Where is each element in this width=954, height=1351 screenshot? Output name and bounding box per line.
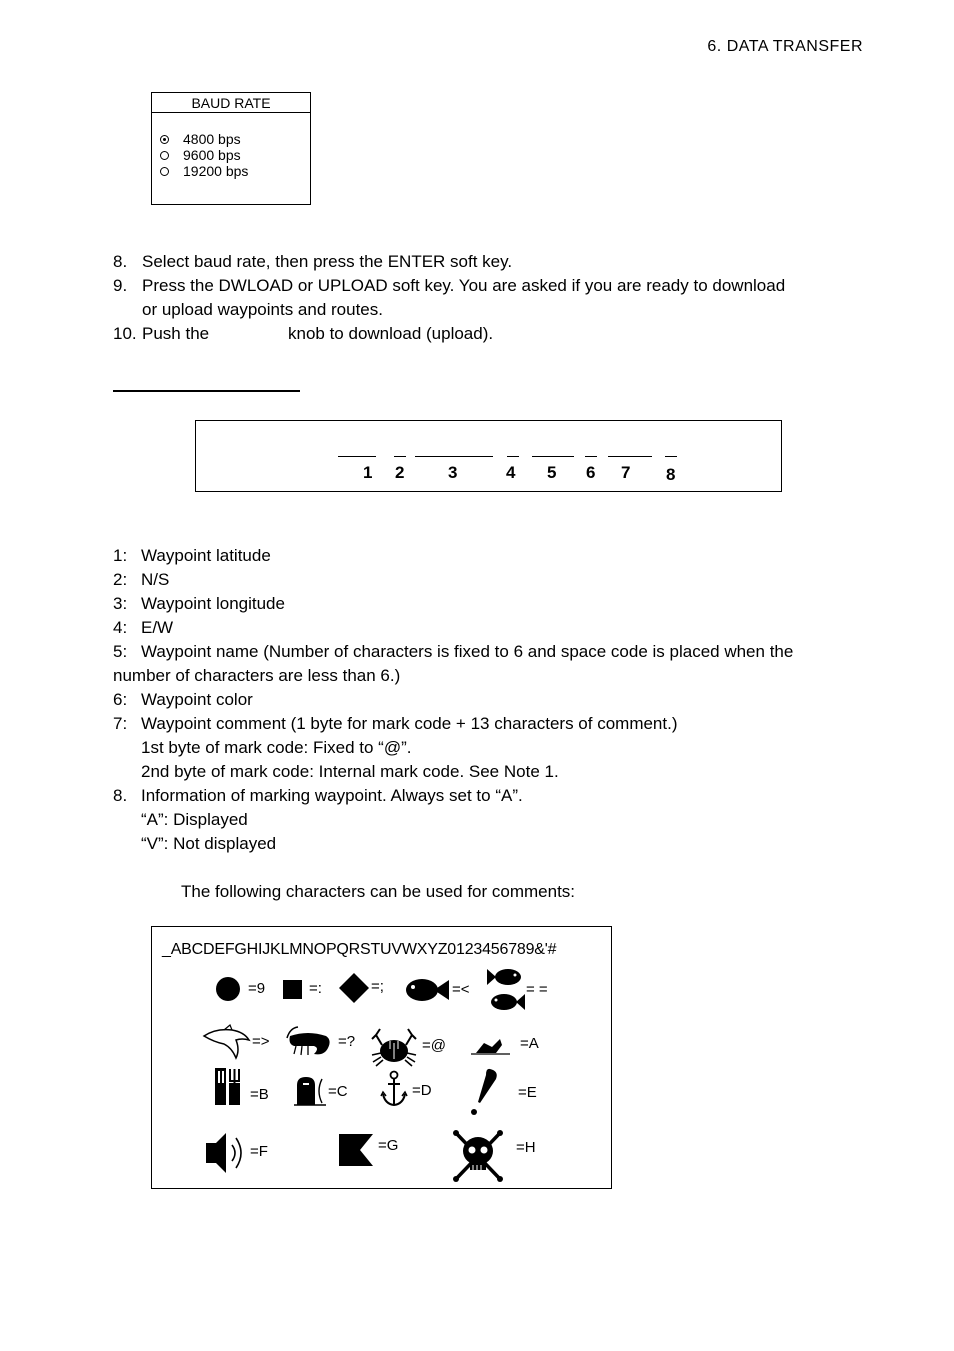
field-line-8 <box>665 456 677 457</box>
field-desc-6 <box>113 688 253 712</box>
circle-mark-icon <box>214 975 242 1003</box>
step-10-tail: knob to download (upload). <box>288 324 494 343</box>
comment-note: The following characters can be used for comments: <box>181 882 576 901</box>
step-text: Push the <box>142 324 210 343</box>
step-text-continued: or upload waypoints and routes. <box>142 300 383 319</box>
anchor-mark-icon <box>380 1070 408 1108</box>
field-desc-number: 1: <box>113 546 128 565</box>
crab-mark-icon <box>370 1025 418 1067</box>
mark-code: => <box>252 1033 270 1050</box>
field-number: 7 <box>621 463 631 482</box>
tombstone-mark-icon <box>294 1075 328 1107</box>
comment-characters-box <box>151 926 612 1189</box>
wreck-mark-icon <box>470 1035 512 1057</box>
field-desc-7-sub-1 <box>113 736 411 760</box>
mark-code: =B <box>250 1086 269 1103</box>
field-line-5 <box>532 456 574 457</box>
field-number: 6 <box>586 463 596 482</box>
field-desc-text: Waypoint comment (1 byte for mark code + 13 characters of comment.) <box>141 714 678 733</box>
field-desc-1 <box>113 544 271 568</box>
mark-code: =; <box>371 978 384 995</box>
dolphin-mark-icon <box>202 1024 252 1062</box>
mark-code: =@ <box>422 1037 446 1054</box>
speaker-mark-icon <box>204 1131 246 1175</box>
field-line-6 <box>585 456 597 457</box>
skull-mark-icon <box>452 1129 504 1183</box>
field-number: 2 <box>395 463 405 482</box>
mark-code: =? <box>338 1033 356 1050</box>
field-desc-8 <box>113 784 523 808</box>
field-desc-text: N/S <box>141 570 170 589</box>
mark-code: =A <box>520 1035 539 1052</box>
baud-option-9600[interactable] <box>152 147 310 163</box>
mark-code: =: <box>309 980 322 997</box>
step-9 <box>113 274 785 298</box>
square-mark-icon <box>282 979 304 1001</box>
diamond-mark-icon <box>338 972 370 1004</box>
baud-option-label: 19200 bps <box>183 163 249 179</box>
baud-option-label: 4800 bps <box>183 131 241 147</box>
field-desc-8-sub-2 <box>113 832 276 856</box>
field-desc-3 <box>113 592 285 616</box>
field-desc-subtext: “V”: Not displayed <box>141 834 277 853</box>
field-desc-number: 3: <box>113 594 128 613</box>
field-number: 1 <box>363 463 373 482</box>
field-desc-number: 4: <box>113 618 128 637</box>
field-line-2 <box>394 456 406 457</box>
baud-rate-dialog <box>151 92 311 205</box>
field-desc-number: 7: <box>113 714 128 733</box>
mark-code: =G <box>378 1137 399 1154</box>
mark-code: =< <box>452 981 470 998</box>
field-desc-text: Waypoint longitude <box>141 594 285 613</box>
allowed-characters: _ABCDEFGHIJKLMNOPQRSTUVWXYZ0123456789&'# <box>162 941 557 958</box>
shrimp-mark-icon <box>284 1024 334 1060</box>
section-header: 6. DATA TRANSFER <box>707 38 863 55</box>
baud-option-19200[interactable] <box>152 163 310 179</box>
mark-code: =H <box>516 1139 536 1156</box>
field-line-4 <box>507 456 519 457</box>
mark-code: =E <box>518 1084 537 1101</box>
field-desc-2 <box>113 568 169 592</box>
field-desc-text: E/W <box>141 618 174 637</box>
step-9-continued <box>113 298 383 322</box>
field-desc-text: Waypoint name (Number of characters is fixed to 6 and space code is placed when the <box>141 642 794 661</box>
field-desc-7 <box>113 712 678 736</box>
field-line-3 <box>415 456 493 457</box>
step-10 <box>113 322 209 346</box>
field-desc-8-sub-1 <box>113 808 248 832</box>
field-desc-5 <box>113 640 793 664</box>
mark-code: = = <box>526 981 548 998</box>
radio-unselected-icon[interactable] <box>160 151 169 160</box>
step-text: Press the DWLOAD or UPLOAD soft key. You are asked if you are ready to download <box>142 276 786 295</box>
field-number: 3 <box>448 463 458 482</box>
field-desc-number: 2: <box>113 570 128 589</box>
field-number: 5 <box>547 463 557 482</box>
step-number: 9. <box>113 276 128 295</box>
mark-code: =9 <box>248 980 266 997</box>
two-fish-mark-icon <box>486 965 526 1015</box>
field-desc-number: 6: <box>113 690 128 709</box>
field-desc-number: 5: <box>113 642 128 661</box>
step-number: 8. <box>113 252 128 271</box>
mark-code: =F <box>250 1143 268 1160</box>
flag-mark-icon <box>338 1133 374 1167</box>
sentence-format-box <box>195 420 782 492</box>
field-desc-7-sub-2 <box>113 760 559 784</box>
baud-option-label: 9600 bps <box>183 147 241 163</box>
radio-selected-icon[interactable] <box>160 135 169 144</box>
field-desc-text: Information of marking waypoint. Always set to “A”. <box>141 786 523 805</box>
baud-option-4800[interactable] <box>152 131 310 147</box>
baud-rate-title: BAUD RATE <box>152 93 310 113</box>
field-desc-5-continued: number of characters are less than 6.) <box>113 666 401 685</box>
field-line-1 <box>338 456 376 457</box>
mark-code: =C <box>328 1083 348 1100</box>
field-number: 4 <box>506 463 516 482</box>
step-number: 10. <box>113 324 137 343</box>
step-8 <box>113 250 512 274</box>
fish-mark-icon <box>404 975 450 1005</box>
radio-unselected-icon[interactable] <box>160 167 169 176</box>
mark-code: =D <box>412 1082 432 1099</box>
step-text: Select baud rate, then press the ENTER soft key. <box>142 252 513 271</box>
field-desc-text: Waypoint latitude <box>141 546 271 565</box>
exclamation-mark-icon <box>466 1067 502 1117</box>
field-desc-4 <box>113 616 173 640</box>
section-rule <box>113 390 300 392</box>
field-desc-subtext: 1st byte of mark code: Fixed to “@”. <box>141 738 412 757</box>
restaurant-mark-icon <box>214 1067 242 1107</box>
field-desc-text: Waypoint color <box>141 690 253 709</box>
field-line-7 <box>608 456 652 457</box>
field-desc-subtext: “A”: Displayed <box>141 810 248 829</box>
field-number: 8 <box>666 465 676 484</box>
field-desc-subtext: 2nd byte of mark code: Internal mark code. See Note 1. <box>141 762 559 781</box>
field-desc-number: 8. <box>113 786 128 805</box>
